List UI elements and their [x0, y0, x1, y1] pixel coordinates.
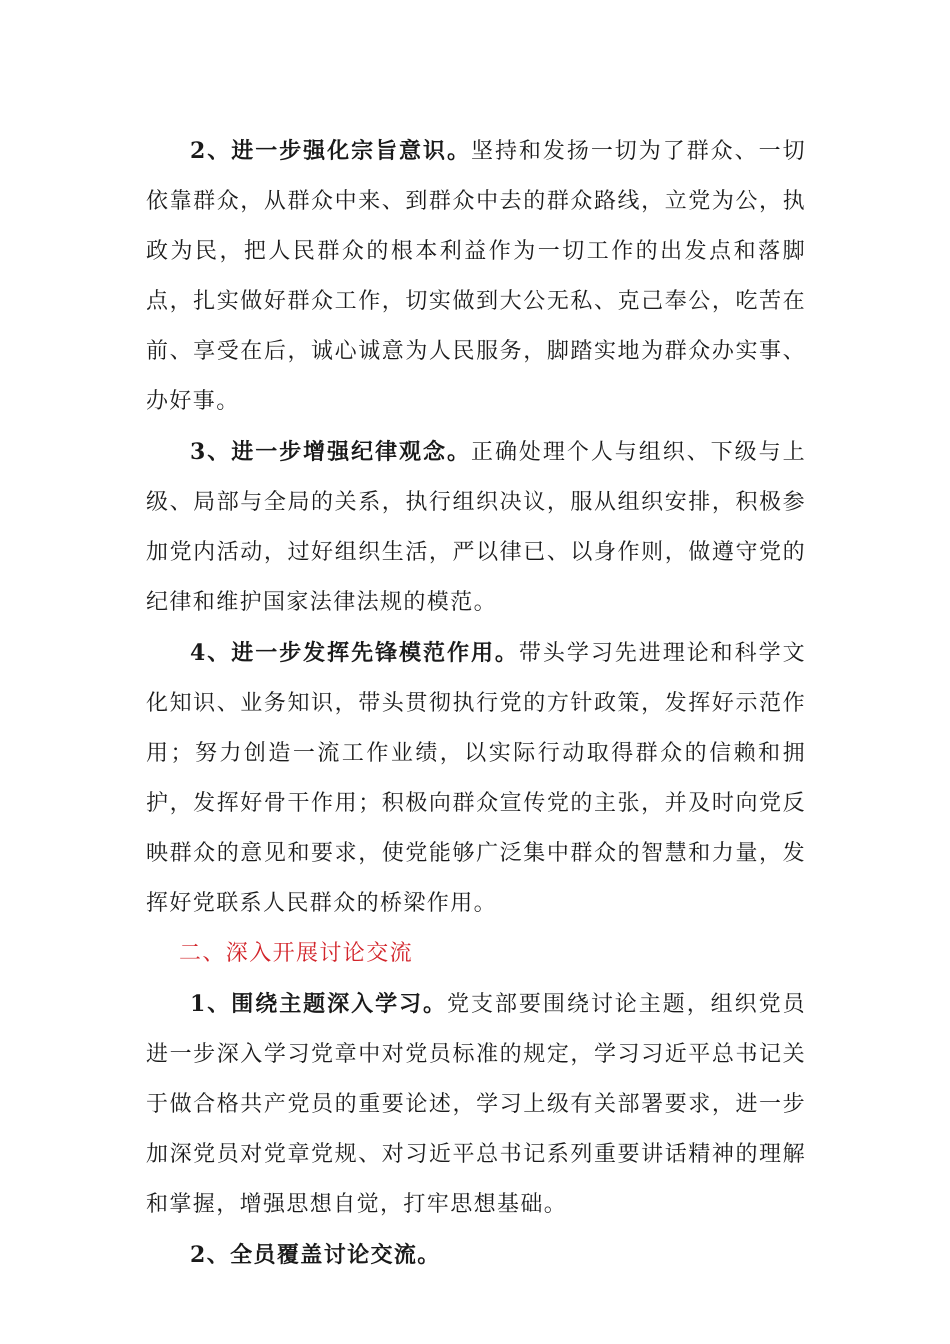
paragraph-vanguard-role: [146, 628, 806, 929]
paragraph-body: 党支部要围绕讨论主题，组织党员进一步深入学习党章中对党员标准的规定，学习习近平总书记关于做合格共产党员的重要论述，学习上级有关部署要求，进一步加深党员对党章党规、对习近平总书记系列重要讲话精神的理解和掌握，增强思想自觉，打牢思想基础。: [146, 992, 806, 1217]
paragraph-heading: 2、全员覆盖讨论交流。: [190, 1242, 441, 1268]
paragraph-heading: 1、围绕主题深入学习。: [190, 991, 447, 1017]
paragraph-discipline: [146, 427, 806, 628]
paragraph-heading: 3、进一步增强纪律观念。: [190, 439, 471, 465]
paragraph-purpose-awareness: [146, 126, 806, 427]
paragraph-heading: 2、进一步强化宗旨意识。: [190, 138, 471, 164]
document-page: [146, 126, 806, 1281]
paragraph-body: 坚持和发扬一切为了群众、一切依靠群众，从群众中来、到群众中去的群众路线，立党为公，执政为民，把人民群众的根本利益作为一切工作的出发点和落脚点，扎实做好群众工作，切实做到大公无私、克己奉公，吃苦在前、享受在后，诚心诚意为人民服务，脚踏实地为群众办实事、办好事。: [146, 139, 806, 414]
paragraph-body: 带头学习先进理论和科学文化知识、业务知识，带头贯彻执行党的方针政策，发挥好示范作用；努力创造一流工作业绩，以实际行动取得群众的信赖和拥护，发挥好骨干作用；积极向群众宣传党的主张，并及时向党反映群众的意见和要求，使党能够广泛集中群众的智慧和力量，发挥好党联系人民群众的桥梁作用。: [146, 641, 806, 916]
paragraph-discussion: [146, 1230, 806, 1281]
paragraph-heading: 4、进一步发挥先锋模范作用。: [190, 640, 519, 666]
section-heading: 二、深入开展讨论交流: [179, 941, 414, 966]
paragraph-study: [146, 979, 806, 1230]
paragraph-body: 正确处理个人与组织、下级与上级、局部与全局的关系，执行组织决议，服从组织安排，积极参加党内活动，过好组织生活，严以律已、以身作则，做遵守党的纪律和维护国家法律法规的模范。: [146, 440, 806, 615]
